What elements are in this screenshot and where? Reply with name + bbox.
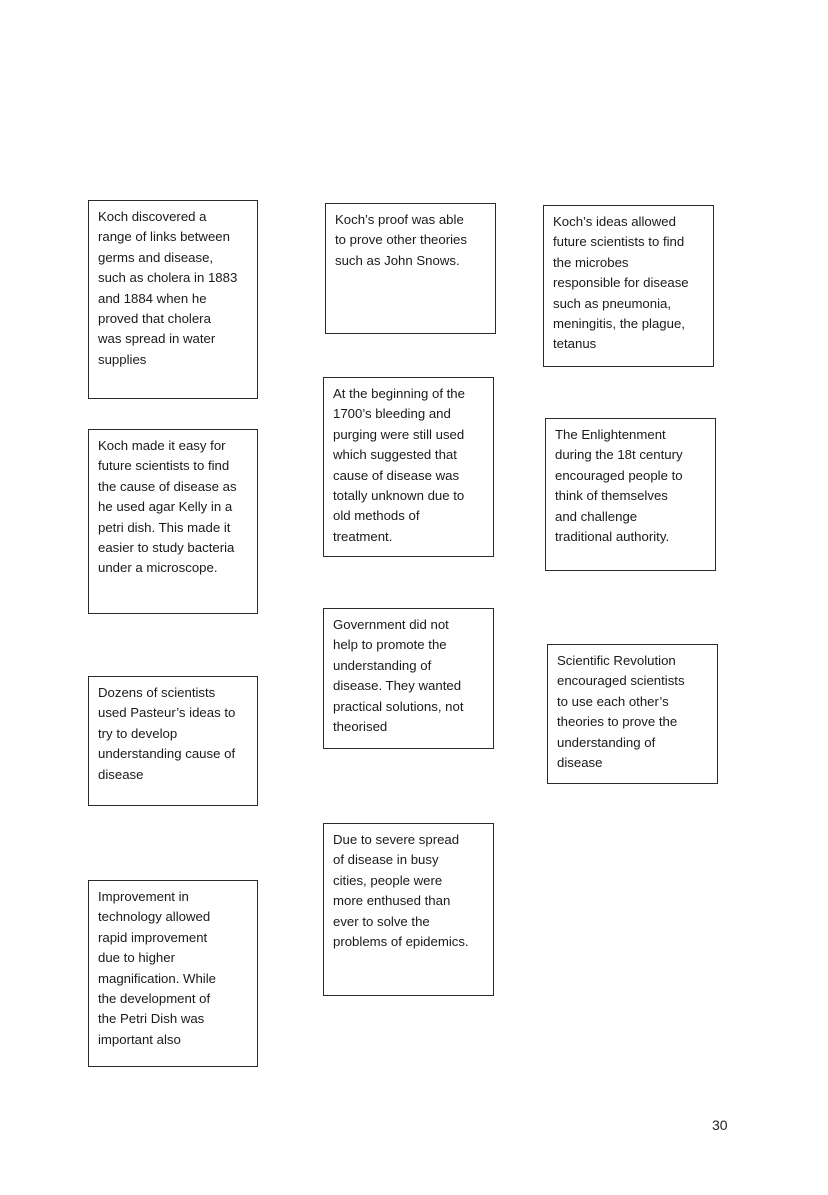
card-koch-links [88, 200, 258, 399]
page-number: 30 [712, 1117, 728, 1133]
card-text: Koch made it easy for future scientists to find the cause of disease as he used agar Kelly in a petri dish. This made it easier to study bacteria under a microscope. [98, 438, 237, 576]
card-enlightenment [545, 418, 716, 571]
card-scientific-revolution [547, 644, 718, 784]
card-severe-spread [323, 823, 494, 996]
card-text: Koch’s proof was able to prove other theories such as John Snows. [335, 212, 467, 268]
card-text: Koch’s ideas allowed future scientists to find the microbes responsible for disease such as pneumonia, meningitis, the plague, tetanus [553, 214, 689, 352]
card-text: Koch discovered a range of links between germs and disease, such as cholera in 1883 and 1884 when he proved that cholera was spread in water supplies [98, 209, 238, 367]
card-koch-proof [325, 203, 496, 334]
card-government [323, 608, 494, 749]
card-koch-agar [88, 429, 258, 614]
card-text: Scientific Revolution encouraged scientists to use each other’s theories to prove the understanding of disease [557, 653, 685, 771]
card-technology [88, 880, 258, 1067]
card-text: Improvement in technology allowed rapid improvement due to higher magnification. While the development of the Petri Dish was important also [98, 889, 217, 1047]
card-text: Government did not help to promote the understanding of disease. They wanted practical solutions, not theorised [333, 617, 464, 735]
card-pasteur-ideas [88, 676, 258, 806]
card-text: Dozens of scientists used Pasteur’s ideas to try to develop understanding cause of disease [98, 685, 236, 782]
card-text: At the beginning of the 1700’s bleeding and purging were still used which suggested that cause of disease was totally unknown due to old methods of treatment. [333, 386, 465, 544]
card-text: Due to severe spread of disease in busy cities, people were more enthused than ever to solve the problems of epidemics. [333, 832, 469, 950]
card-text: The Enlightenment during the 18t century encouraged people to think of themselves and challenge traditional authority. [555, 427, 683, 545]
card-bleeding-purging [323, 377, 494, 557]
card-koch-ideas [543, 205, 714, 367]
